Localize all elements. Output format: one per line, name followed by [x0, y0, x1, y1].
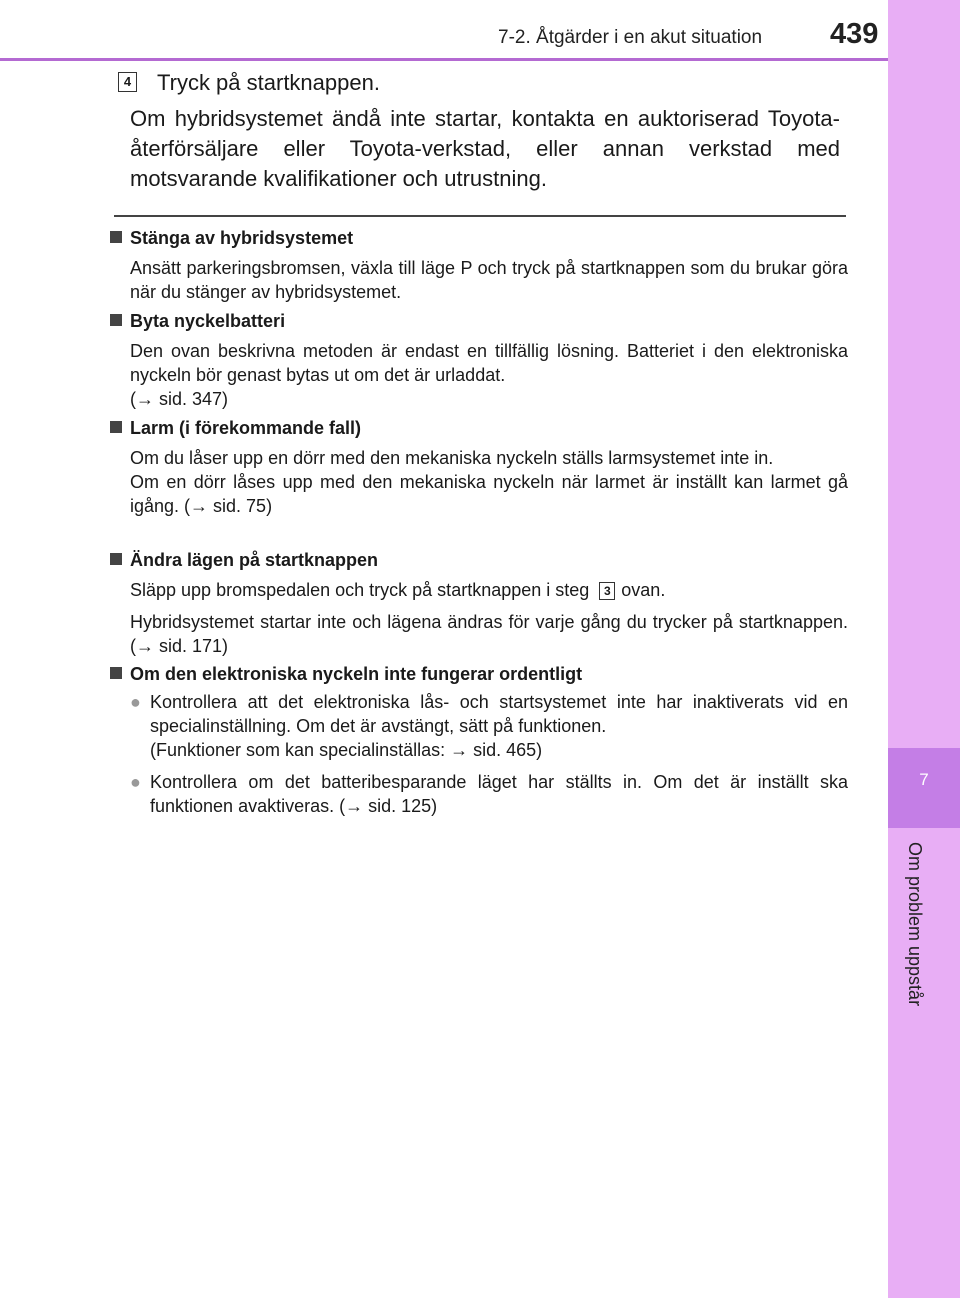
section-heading: Om den elektroniska nyckeln inte fungerar ordentligt: [110, 662, 848, 686]
circle-bullet-icon: ●: [130, 772, 141, 792]
section-stop-hybrid: [110, 226, 848, 304]
section-paragraph: Släpp upp bromspedalen och tryck på startknappen i steg 3 ovan.: [130, 580, 666, 600]
page-reference: (→ sid. 347): [130, 389, 229, 409]
chapter-tab: [888, 748, 960, 828]
section-alarm: [110, 416, 848, 518]
section-paragraph: Hybridsystemet startar inte och lägena ändras för varje gång du trycker på startknappen. (→ sid. 171): [130, 612, 848, 656]
square-bullet-icon: [110, 421, 122, 433]
square-bullet-icon: [110, 667, 122, 679]
page-reference: (Funktioner som kan specialinställas: → sid. 465): [150, 740, 543, 760]
step-body: Om hybridsystemet ändå inte startar, kontakta en auktoriserad Toyota-återförsäljare eller Toyota-verkstad, eller annan verkstad med motsvarande kvalifikationer och utrustning.: [130, 106, 840, 191]
section-title: 7-2. Åtgärder i en akut situation: [498, 27, 763, 48]
list-item-text: Kontrollera om det batteribesparande läget har ställts in. Om det är inställt ska funktionen avaktiveras. (→ sid. 125): [150, 772, 848, 816]
section-paragraph: Om en dörr låses upp med den mekaniska nyckeln när larmet är inställt kan larmet gå igång. (→ sid. 75): [130, 472, 848, 516]
square-bullet-icon: [110, 553, 122, 565]
section-paragraph: Ansätt parkeringsbromsen, växla till läge P och tryck på startknappen som du brukar göra när du stänger av hybridsystemet.: [130, 258, 848, 302]
section-heading: Ändra lägen på startknappen: [110, 548, 848, 572]
chapter-number: 7: [919, 770, 929, 789]
section-heading: Stänga av hybridsystemet: [110, 226, 848, 250]
header-rule: [0, 58, 888, 61]
page-number: 439: [830, 18, 879, 50]
list-item: [130, 690, 848, 762]
square-bullet-icon: [110, 231, 122, 243]
section-replace-battery: [110, 309, 848, 411]
list-item-text: Kontrollera att det elektroniska lås- och startsystemet inte har inaktiverats vid en specialinställning. Om det är avstängt, sätt på funktionen.: [150, 692, 848, 736]
section-key-malfunction: [110, 662, 848, 818]
list-item: [130, 770, 848, 818]
section-paragraph: Den ovan beskrivna metoden är endast en tillfällig lösning. Batteriet i den elektroniska nyckeln bör genast bytas ut om det är urladdat.: [130, 341, 848, 385]
section-divider: [114, 215, 846, 217]
section-heading: Larm (i förekommande fall): [110, 416, 848, 440]
square-bullet-icon: [110, 314, 122, 326]
section-paragraph: Om du låser upp en dörr med den mekaniska nyckeln ställs larmsystemet inte in.: [130, 448, 774, 468]
step-text: Tryck på startknappen.: [157, 70, 380, 95]
side-tab-top: [888, 0, 960, 748]
step-reference-box: 3: [599, 582, 615, 600]
chapter-title: Om problem uppstår: [905, 842, 925, 1007]
circle-bullet-icon: ●: [130, 692, 141, 712]
section-start-modes: [110, 548, 848, 658]
section-heading: Byta nyckelbatteri: [110, 309, 848, 333]
step-number-box: 4: [118, 72, 137, 92]
